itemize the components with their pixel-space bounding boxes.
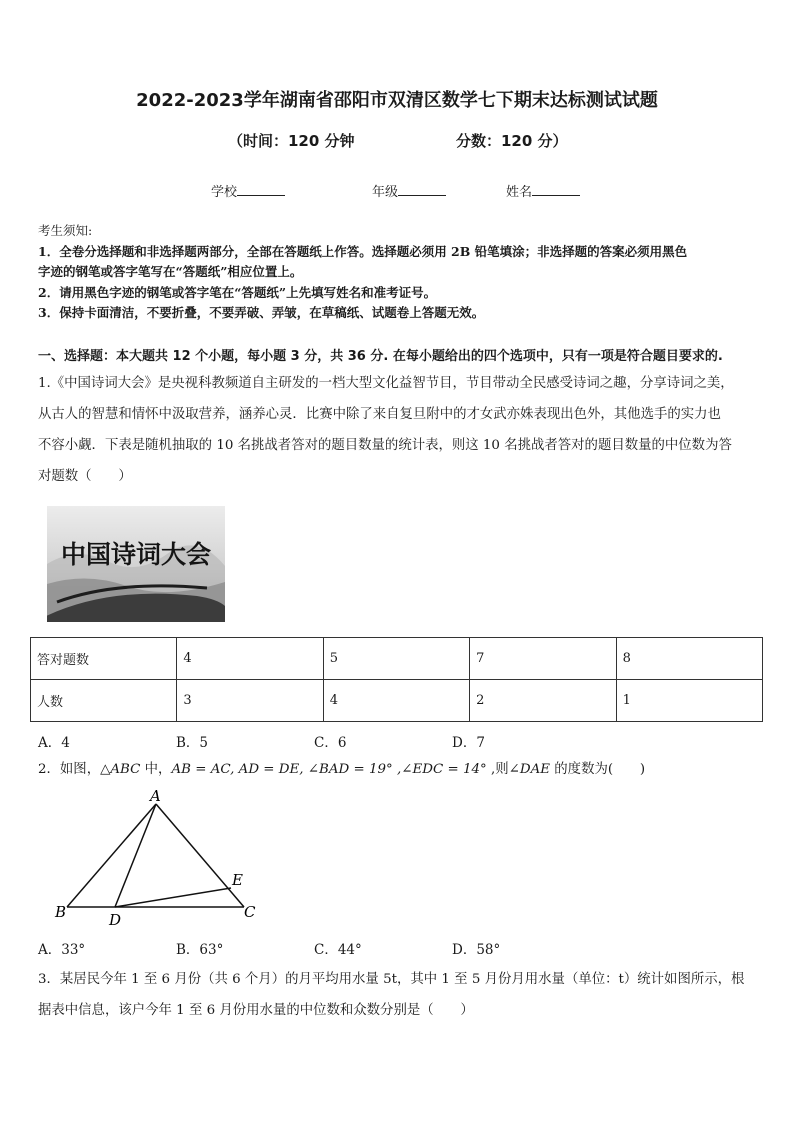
q1-option-a[interactable]: A．4	[38, 735, 70, 751]
table-cell: 答对题数	[31, 638, 177, 680]
vertex-label-c: C	[244, 903, 256, 921]
segment-de	[115, 888, 231, 907]
table-cell: 7	[470, 638, 616, 680]
vertex-label-e: E	[232, 871, 243, 889]
table-row	[31, 638, 763, 680]
vertex-label-b: B	[55, 903, 67, 921]
school-blank[interactable]	[237, 183, 285, 196]
q2-mid: 中，	[140, 762, 172, 777]
q2-triangle-figure	[48, 786, 268, 930]
q1-option-c[interactable]: C．6	[314, 735, 347, 751]
side-ab	[67, 804, 156, 907]
table-cell: 8	[616, 638, 762, 680]
note-item-3: 3．保持卡面清洁，不要折叠，不要弄破、弄皱，在草稿纸、试题卷上答题无效。	[38, 305, 485, 320]
grade-field	[372, 181, 446, 200]
note-item-1-line-1: 1．全卷分选择题和非选择题两部分，全部在答题纸上作答。选择题必须用 2B 铅笔填涂；非选择题的答案必须用黑色	[38, 243, 688, 259]
table-cell: 4	[323, 680, 469, 722]
q2-option-c[interactable]: C．44°	[314, 942, 362, 958]
question-2-text	[38, 759, 756, 781]
q3-line-2: 据表中信息，该户今年 1 至 6 月份用水量的中位数和众数分别是（ ）	[38, 1003, 474, 1018]
notes-heading: 考生须知:	[38, 223, 93, 238]
q2-options	[38, 938, 590, 958]
school-field	[211, 181, 285, 200]
table-row	[31, 680, 763, 722]
q1-line-1: 1.《中国诗词大会》是央视科教频道自主研发的一档大型文化益智节目，节目带动全民感受诗词之趣，分享诗词之美，	[38, 376, 734, 391]
exam-score: 分数：120 分）	[456, 132, 568, 150]
name-field	[506, 181, 580, 200]
vertex-label-d: D	[109, 911, 122, 929]
banner-calligraphy: 中国诗词大会	[60, 540, 212, 569]
table-cell: 3	[177, 680, 323, 722]
note-item-2: 2．请用黑色字迹的钢笔或答字笔在“答题纸”上先填写姓名和准考证号。	[38, 284, 437, 300]
q2-suffix-a: ,则	[486, 762, 509, 777]
q1-line-3: 不容小觑．下表是随机抽取的 10 名挑战者答对的题目数量的统计表，则这 10 名挑战者答对的题目数量的中位数为答	[38, 438, 732, 453]
q2-condition-2: ,∠EDC = 14°	[392, 762, 487, 777]
notes-block	[38, 221, 758, 324]
grade-blank[interactable]	[398, 183, 446, 196]
q2-suffix-b: 的度数为( )	[550, 762, 646, 777]
q2-option-d[interactable]: D．58°	[452, 942, 501, 958]
question-3-text	[38, 964, 756, 1026]
q1-line-4: 对题数（ ）	[38, 469, 132, 484]
table-cell: 2	[470, 680, 616, 722]
grade-label: 年级	[372, 185, 399, 200]
exam-title: 2022-2023学年湖南省邵阳市双清区数学七下期末达标测试试题	[136, 90, 658, 111]
note-item-1-line-2: 字迹的钢笔或答字笔写在“答题纸”相应位置上。	[38, 264, 303, 279]
q1-statistics-table	[30, 637, 763, 722]
q2-prefix: 2．如图，	[38, 762, 101, 777]
name-blank[interactable]	[532, 183, 580, 196]
section-heading: 一、选择题：本大题共 12 个小题，每小题 3 分，共 36 分. 在每小题给出的四个选项中，只有一项是符合题目要求的.	[38, 349, 723, 364]
table-cell: 4	[177, 638, 323, 680]
q2-triangle: △ABC	[100, 762, 141, 777]
q1-option-b[interactable]: B．5	[176, 735, 209, 751]
q2-condition: AB = AC, AD = DE, ∠BAD = 19°	[171, 762, 393, 777]
poetry-show-banner-image	[47, 506, 225, 622]
segment-ad	[115, 804, 156, 907]
q3-line-1: 3．某居民今年 1 至 6 月份（共 6 个月）的月平均用水量 5t，其中 1 至 5 月份月用水量（单位：t）统计如图所示，根	[38, 972, 745, 987]
q1-options	[38, 731, 590, 751]
side-ac	[156, 804, 244, 907]
school-label: 学校	[211, 185, 238, 200]
table-cell: 人数	[31, 680, 177, 722]
exam-time: （时间：120 分钟	[228, 132, 355, 150]
table-cell: 5	[323, 638, 469, 680]
table-cell: 1	[616, 680, 762, 722]
q1-option-d[interactable]: D．7	[452, 735, 485, 751]
name-label: 姓名	[506, 185, 533, 200]
question-1-text	[38, 368, 756, 492]
q2-option-a[interactable]: A．33°	[38, 942, 86, 958]
q2-angle: ∠DAE	[508, 762, 551, 777]
q1-line-2: 从古人的智慧和情怀中汲取营养，涵养心灵．比赛中除了来自复旦附中的才女武亦姝表现出色外，其他选手的实力也	[38, 407, 721, 422]
q2-option-b[interactable]: B．63°	[176, 942, 224, 958]
vertex-label-a: A	[150, 787, 161, 805]
